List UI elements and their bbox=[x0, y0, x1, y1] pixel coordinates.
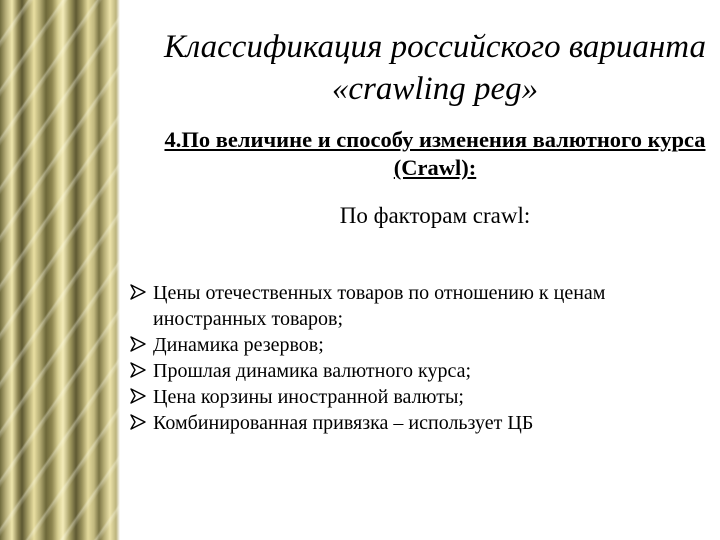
list-item bbox=[130, 332, 710, 358]
list-item-text: Динамика резервов; bbox=[153, 334, 324, 356]
list-item bbox=[130, 280, 710, 332]
gold-drapery-frame bbox=[0, 0, 120, 540]
factors-heading: По факторам crawl: bbox=[339, 203, 531, 228]
list-item-text: Прошлая динамика валютного курса; bbox=[153, 360, 472, 382]
arrow-bullet-icon bbox=[130, 362, 146, 378]
list-item bbox=[130, 358, 710, 384]
arrow-bullet-icon bbox=[130, 284, 146, 300]
list-item-text: Цена корзины иностранной валюты; bbox=[153, 386, 464, 408]
arrow-bullet-icon bbox=[130, 414, 146, 430]
list-item bbox=[130, 384, 710, 410]
arrow-bullet-icon bbox=[130, 336, 146, 352]
list-item bbox=[130, 410, 710, 436]
slide-subtitle: 4.По величине и способу изменения валютного курса (Crawl): bbox=[164, 127, 706, 180]
arrow-bullet-icon bbox=[130, 388, 146, 404]
factor-list bbox=[130, 280, 710, 436]
list-item-text: Комбинированная привязка – использует ЦБ bbox=[153, 412, 534, 434]
slide-title: Классификация российского варианта «crawling peg» bbox=[163, 29, 707, 107]
list-item-text: Цены отечественных товаров по отношению к ценам иностранных товаров; bbox=[153, 282, 606, 330]
